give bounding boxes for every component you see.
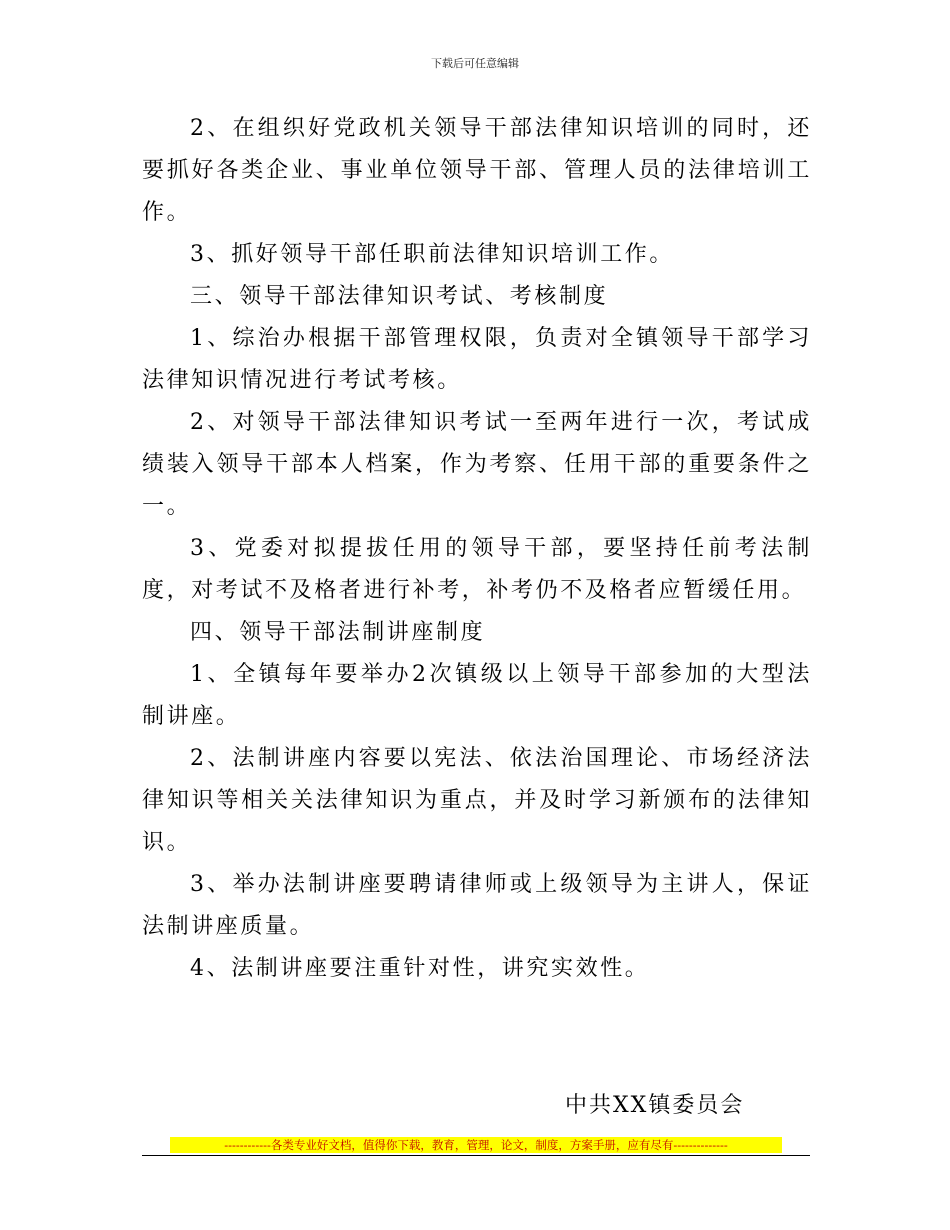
paragraph: 3、举办法制讲座要聘请律师或上级领导为主讲人，保证法制讲座质量。: [142, 872, 812, 939]
footer-divider: [142, 1155, 810, 1156]
paragraph: 2、在组织好党政机关领导干部法律知识培训的同时，还要抓好各类企业、事业单位领导干部、管理人员的法律培训工作。: [142, 116, 812, 225]
section-heading: 四、领导干部法制讲座制度: [190, 620, 486, 645]
signature: 中共XX镇委员会: [565, 1093, 745, 1118]
paragraph: 2、对领导干部法律知识考试一至两年进行一次，考试成绩装入领导干部本人档案，作为考察、任用干部的重要条件之一。: [142, 410, 812, 519]
section-heading: 三、领导干部法律知识考试、考核制度: [190, 284, 609, 309]
document-body: [142, 108, 812, 990]
paragraph: 3、抓好领导干部任职前法律知识培训工作。: [190, 242, 674, 267]
paragraph: 1、综治办根据干部管理权限，负责对全镇领导干部学习法律知识情况进行考试考核。: [142, 326, 812, 393]
paragraph: 2、法制讲座内容要以宪法、依法治国理论、市场经济法律知识等相关关法律知识为重点，并及时学习新颁布的法律知识。: [142, 746, 812, 855]
paragraph: 3、党委对拟提拔任用的领导干部，要坚持任前考法制度，对考试不及格者进行补考，补考仍不及格者应暂缓任用。: [142, 536, 812, 603]
header-note: 下载后可任意编辑: [431, 57, 519, 70]
footer-banner: ------------各类专业好文档，值得你下载，教育，管理，论文，制度，方案手册，应有尽有--------------: [170, 1137, 782, 1153]
paragraph: 1、全镇每年要举办2次镇级以上领导干部参加的大型法制讲座。: [142, 662, 812, 729]
paragraph: 4、法制讲座要注重针对性，讲究实效性。: [190, 956, 650, 981]
